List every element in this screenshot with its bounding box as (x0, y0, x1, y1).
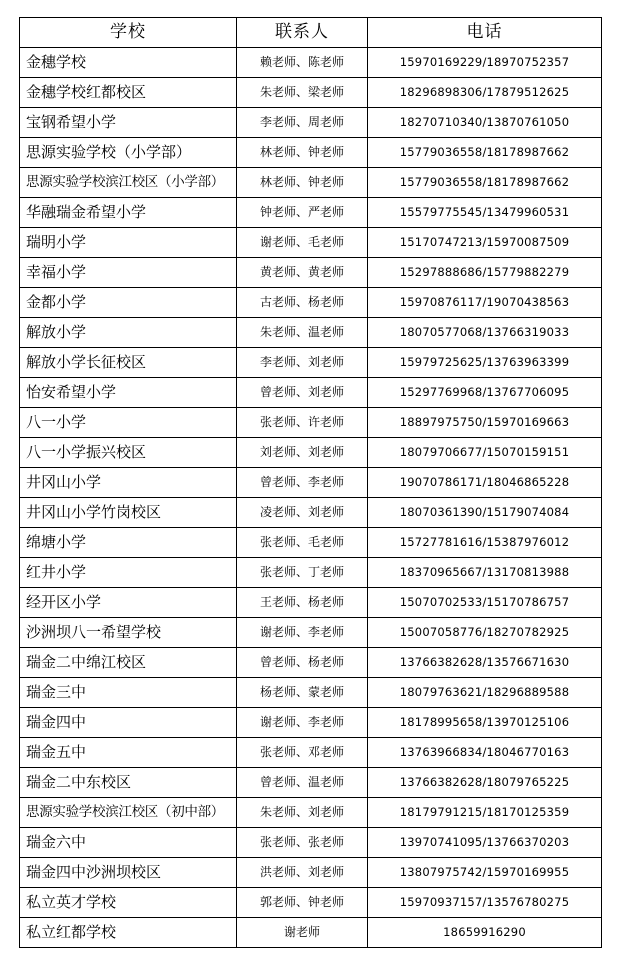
phone-cell: 15979725625/13763963399 (368, 348, 602, 378)
contact-cell: 李老师、周老师 (237, 108, 368, 138)
phone-cell: 13970741095/13766370203 (368, 828, 602, 858)
phone-cell: 18070577068/13766319033 (368, 318, 602, 348)
table-row (20, 828, 602, 858)
table-row (20, 318, 602, 348)
contact-cell: 杨老师、蒙老师 (237, 678, 368, 708)
school-cell: 沙洲坝八一希望学校 (20, 618, 237, 648)
table-row (20, 138, 602, 168)
school-cell: 瑞明小学 (20, 228, 237, 258)
contact-cell: 朱老师、梁老师 (237, 78, 368, 108)
table-row (20, 678, 602, 708)
school-contacts-table (19, 17, 602, 948)
phone-cell: 18897975750/15970169663 (368, 408, 602, 438)
table-row (20, 918, 602, 948)
contact-cell: 张老师、张老师 (237, 828, 368, 858)
school-cell: 瑞金四中 (20, 708, 237, 738)
phone-cell: 13763966834/18046770163 (368, 738, 602, 768)
school-cell: 瑞金二中绵江校区 (20, 648, 237, 678)
phone-cell: 15070702533/15170786757 (368, 588, 602, 618)
table-row (20, 468, 602, 498)
school-cell: 绵塘小学 (20, 528, 237, 558)
contact-cell: 曾老师、杨老师 (237, 648, 368, 678)
table-row (20, 348, 602, 378)
table-row (20, 888, 602, 918)
school-cell: 金穗学校红都校区 (20, 78, 237, 108)
school-cell: 经开区小学 (20, 588, 237, 618)
school-cell: 井冈山小学竹岗校区 (20, 498, 237, 528)
contact-cell: 林老师、钟老师 (237, 168, 368, 198)
contact-cell: 王老师、杨老师 (237, 588, 368, 618)
phone-cell: 13766382628/13576671630 (368, 648, 602, 678)
school-cell: 瑞金六中 (20, 828, 237, 858)
table-row (20, 768, 602, 798)
table-row (20, 648, 602, 678)
phone-cell: 15727781616/15387976012 (368, 528, 602, 558)
contact-cell: 谢老师 (237, 918, 368, 948)
school-cell: 金都小学 (20, 288, 237, 318)
contact-cell: 黄老师、黄老师 (237, 258, 368, 288)
contact-cell: 古老师、杨老师 (237, 288, 368, 318)
table-row (20, 258, 602, 288)
contact-cell: 张老师、邓老师 (237, 738, 368, 768)
table-row (20, 738, 602, 768)
contact-cell: 赖老师、陈老师 (237, 48, 368, 78)
contact-cell: 刘老师、刘老师 (237, 438, 368, 468)
table-row (20, 288, 602, 318)
table-row (20, 558, 602, 588)
school-cell: 私立英才学校 (20, 888, 237, 918)
school-cell: 瑞金三中 (20, 678, 237, 708)
header-school: 学校 (20, 18, 237, 48)
phone-cell: 18079763621/18296889588 (368, 678, 602, 708)
school-cell: 瑞金五中 (20, 738, 237, 768)
header-contact: 联系人 (237, 18, 368, 48)
table-row (20, 708, 602, 738)
school-cell: 瑞金二中东校区 (20, 768, 237, 798)
phone-cell: 15970937157/13576780275 (368, 888, 602, 918)
contact-cell: 李老师、刘老师 (237, 348, 368, 378)
contact-cell: 张老师、丁老师 (237, 558, 368, 588)
school-cell: 思源实验学校滨江校区（初中部） (20, 798, 237, 828)
school-cell: 瑞金四中沙洲坝校区 (20, 858, 237, 888)
school-cell: 井冈山小学 (20, 468, 237, 498)
contact-cell: 钟老师、严老师 (237, 198, 368, 228)
contact-cell: 洪老师、刘老师 (237, 858, 368, 888)
phone-cell: 18270710340/13870761050 (368, 108, 602, 138)
contact-cell: 凌老师、刘老师 (237, 498, 368, 528)
school-cell: 思源实验学校（小学部） (20, 138, 237, 168)
contact-cell: 郭老师、钟老师 (237, 888, 368, 918)
contact-cell: 张老师、许老师 (237, 408, 368, 438)
table-header-row (20, 18, 602, 48)
school-cell: 私立红都学校 (20, 918, 237, 948)
table-row (20, 108, 602, 138)
contact-cell: 谢老师、李老师 (237, 708, 368, 738)
table-row (20, 438, 602, 468)
table-row (20, 48, 602, 78)
table-row (20, 378, 602, 408)
phone-cell: 15297769968/13767706095 (368, 378, 602, 408)
phone-cell: 18659916290 (368, 918, 602, 948)
table-row (20, 408, 602, 438)
contact-cell: 朱老师、刘老师 (237, 798, 368, 828)
phone-cell: 18179791215/18170125359 (368, 798, 602, 828)
phone-cell: 15579775545/13479960531 (368, 198, 602, 228)
table-row (20, 528, 602, 558)
phone-cell: 15007058776/18270782925 (368, 618, 602, 648)
table-row (20, 198, 602, 228)
table-row (20, 168, 602, 198)
phone-cell: 15779036558/18178987662 (368, 168, 602, 198)
school-cell: 幸福小学 (20, 258, 237, 288)
contact-cell: 曾老师、刘老师 (237, 378, 368, 408)
school-cell: 八一小学 (20, 408, 237, 438)
school-cell: 解放小学 (20, 318, 237, 348)
table-row (20, 858, 602, 888)
contact-cell: 曾老师、李老师 (237, 468, 368, 498)
table-row (20, 228, 602, 258)
table-row (20, 588, 602, 618)
contact-cell: 谢老师、李老师 (237, 618, 368, 648)
phone-cell: 15170747213/15970087509 (368, 228, 602, 258)
header-phone: 电话 (368, 18, 602, 48)
phone-cell: 18296898306/17879512625 (368, 78, 602, 108)
phone-cell: 13766382628/18079765225 (368, 768, 602, 798)
contact-cell: 谢老师、毛老师 (237, 228, 368, 258)
phone-cell: 18178995658/13970125106 (368, 708, 602, 738)
table-row (20, 798, 602, 828)
school-cell: 华融瑞金希望小学 (20, 198, 237, 228)
table-row (20, 618, 602, 648)
phone-cell: 15779036558/18178987662 (368, 138, 602, 168)
table-body (20, 48, 602, 948)
school-cell: 思源实验学校滨江校区（小学部） (20, 168, 237, 198)
table-row (20, 498, 602, 528)
phone-cell: 18079706677/15070159151 (368, 438, 602, 468)
school-cell: 怡安希望小学 (20, 378, 237, 408)
contact-cell: 林老师、钟老师 (237, 138, 368, 168)
phone-cell: 19070786171/18046865228 (368, 468, 602, 498)
school-cell: 金穗学校 (20, 48, 237, 78)
school-cell: 解放小学长征校区 (20, 348, 237, 378)
phone-cell: 18370965667/13170813988 (368, 558, 602, 588)
school-cell: 红井小学 (20, 558, 237, 588)
contact-cell: 张老师、毛老师 (237, 528, 368, 558)
table-row (20, 78, 602, 108)
phone-cell: 13807975742/15970169955 (368, 858, 602, 888)
phone-cell: 15970876117/19070438563 (368, 288, 602, 318)
school-cell: 宝钢希望小学 (20, 108, 237, 138)
school-cell: 八一小学振兴校区 (20, 438, 237, 468)
phone-cell: 15970169229/18970752357 (368, 48, 602, 78)
contact-cell: 朱老师、温老师 (237, 318, 368, 348)
contact-cell: 曾老师、温老师 (237, 768, 368, 798)
phone-cell: 18070361390/15179074084 (368, 498, 602, 528)
phone-cell: 15297888686/15779882279 (368, 258, 602, 288)
